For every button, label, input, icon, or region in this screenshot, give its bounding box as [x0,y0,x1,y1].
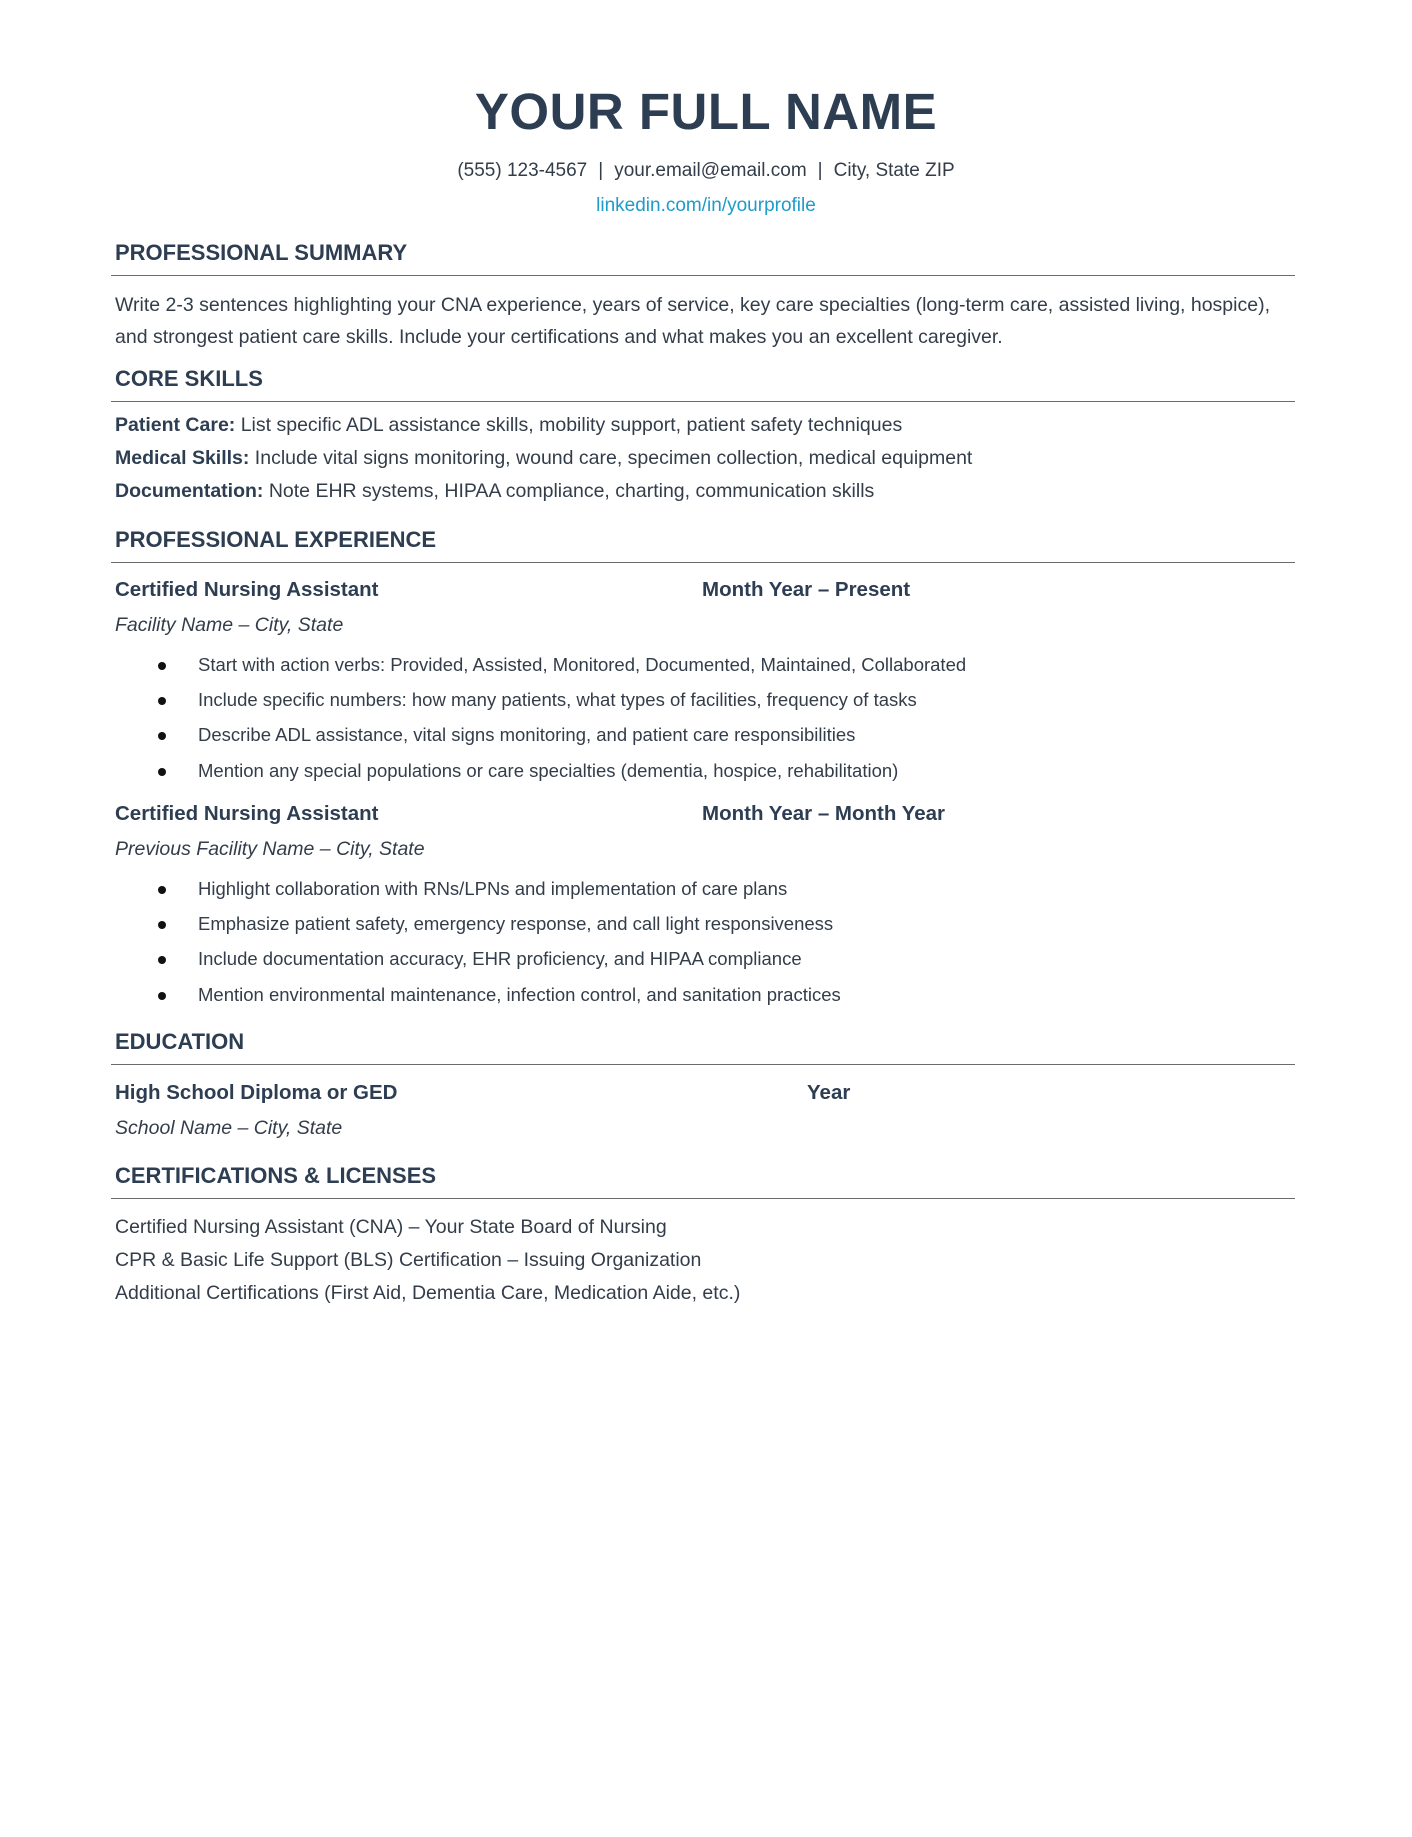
job-title: Certified Nursing Assistant [115,578,379,601]
skill-label: Medical Skills: [115,447,250,469]
job-dates: Month Year – Month Year [702,802,946,825]
education-degree: High School Diploma or GED [115,1081,398,1104]
bullet-icon [158,956,166,964]
section-divider [111,1198,1295,1199]
education-school: School Name – City, State [115,1117,343,1139]
skill-label: Documentation: [115,480,264,502]
bullet-text: Start with action verbs: Provided, Assisted, Monitored, Documented, Maintained, Collaborated [198,654,967,675]
section-heading-skills: CORE SKILLS [115,366,263,391]
bullet-icon [158,992,166,1000]
bullet-icon [158,886,166,894]
section-divider [111,401,1295,402]
skill-text: Note EHR systems, HIPAA compliance, charting, communication skills [263,480,875,502]
bullet-icon [158,662,166,670]
bullet-text: Emphasize patient safety, emergency response, and call light responsiveness [198,913,834,934]
email-address: your.email@email.com [614,160,807,181]
section-divider [111,1064,1295,1065]
bullet-icon [158,697,166,705]
section-heading-summary: PROFESSIONAL SUMMARY [115,240,408,265]
job-dates: Month Year – Present [702,578,911,601]
skill-line [115,480,874,503]
candidate-name: YOUR FULL NAME [474,83,938,140]
certification-item: Additional Certifications (First Aid, Dementia Care, Medication Aide, etc.) [115,1282,741,1304]
education-year: Year [807,1081,851,1104]
bullet-icon [158,768,166,776]
phone-number: (555) 123-4567 [457,160,588,181]
separator: | [598,160,604,181]
job-title: Certified Nursing Assistant [115,802,379,825]
section-heading-certifications: CERTIFICATIONS & LICENSES [115,1163,437,1188]
bullet-icon [158,732,166,740]
section-divider [111,275,1295,276]
job-facility: Previous Facility Name – City, State [115,838,425,860]
bullet-text: Mention any special populations or care specialties (dementia, hospice, rehabilitation) [198,760,899,781]
certification-item: Certified Nursing Assistant (CNA) – Your State Board of Nursing [115,1216,667,1238]
skill-label: Patient Care: [115,414,236,436]
bullet-text: Describe ADL assistance, vital signs monitoring, and patient care responsibilities [198,724,856,745]
bullet-text: Include specific numbers: how many patients, what types of facilities, frequency of tasks [198,689,917,710]
certification-item: CPR & Basic Life Support (BLS) Certification – Issuing Organization [115,1249,702,1271]
job-facility: Facility Name – City, State [115,614,344,636]
skill-line [115,414,902,437]
section-heading-experience: PROFESSIONAL EXPERIENCE [115,527,437,552]
skill-text: List specific ADL assistance skills, mobility support, patient safety techniques [235,414,903,436]
separator: | [817,160,823,181]
bullet-text: Include documentation accuracy, EHR proficiency, and HIPAA compliance [198,948,802,969]
contact-line [0,160,1412,182]
skill-line [115,447,972,470]
bullet-icon [158,921,166,929]
linkedin-link[interactable]: linkedin.com/in/yourprofile [596,195,816,216]
bullet-text: Highlight collaboration with RNs/LPNs and implementation of care plans [198,878,788,899]
summary-text: Write 2-3 sentences highlighting your CNA experience, years of service, key care specialties (long-term care, assisted living, hospice), and strongest patient care skills. Include your certifications and what makes you an excellent caregiver. [115,294,1270,348]
bullet-text: Mention environmental maintenance, infection control, and sanitation practices [198,984,841,1005]
section-heading-education: EDUCATION [115,1029,245,1054]
location: City, State ZIP [833,160,955,181]
skill-text: Include vital signs monitoring, wound care, specimen collection, medical equipment [249,447,973,469]
section-divider [111,562,1295,563]
